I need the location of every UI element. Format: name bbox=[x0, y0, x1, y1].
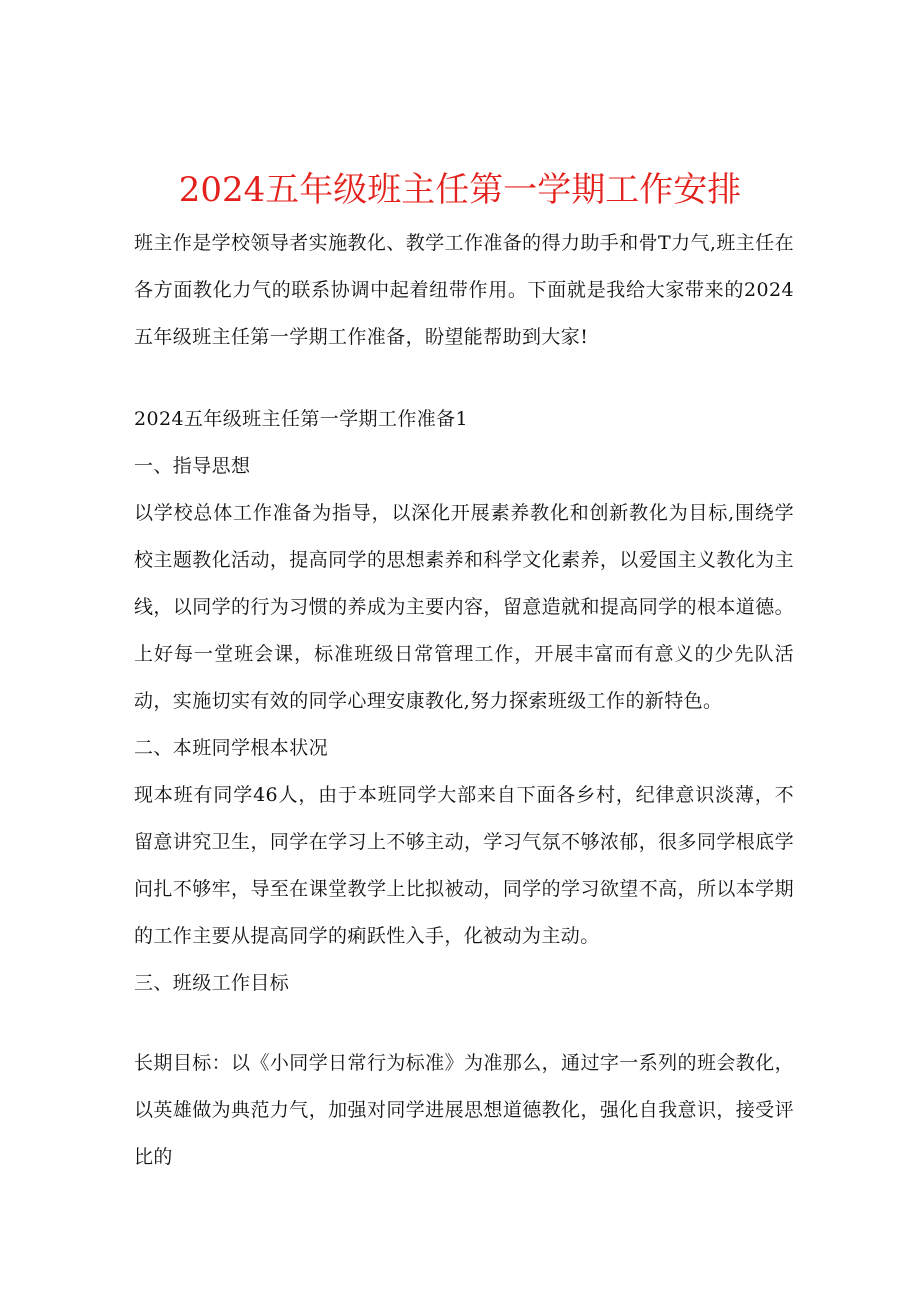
paragraph-gap bbox=[134, 1007, 794, 1040]
section-heading: 2024五年级班主任第一学期工作准备1 bbox=[134, 408, 469, 430]
paragraph-gap bbox=[134, 361, 794, 396]
part-heading-guiding-thought: 一、指导思想 bbox=[134, 455, 251, 477]
part-body-guiding-thought: 以学校总体工作准备为指导，以深化开展素养教化和创新教化为目标,围绕学校主题教化活动，提高同学的思想素养和科学文化素养，以爱国主义教化为主线，以同学的行为习惯的养成为主要内容，留意造就和提高同学的根本道德。上好每一堂班会课，标准班级日常管理工作，开展丰富而有意义的少先队活动，实施切实有效的同学心理安康教化,努力探索班级工作的新特色。 bbox=[134, 502, 794, 712]
part-heading-class-status: 二、本班同学根本状况 bbox=[134, 737, 329, 759]
intro-paragraph: 班主作是学校领导者实施教化、教学工作准备的得力助手和骨T力气,班主任在各方面教化力气的联系协调中起着纽带作用。下面就是我给大家带来的2024五年级班主任第一学期工作准备，盼望能帮助到大家! bbox=[134, 232, 794, 348]
part-body-class-goals: 长期目标：以《小同学日常行为标准》为准那么，通过字一系列的班会教化，以英雄做为典范力气，加强对同学进展思想道德教化，强化自我意识，接受评比的 bbox=[134, 1052, 794, 1168]
document-body bbox=[134, 220, 794, 1181]
part-body-class-status: 现本班有同学46人，由于本班同学大部来自下面各乡村，纪律意识淡薄，不留意讲究卫生，同学在学习上不够主动，学习气氛不够浓郁，很多同学根底学问扎不够牢，导至在课堂教学上比拟被动，同学的学习欲望不高，所以本学期的工作主要从提高同学的痢跃性入手，化被动为主动。 bbox=[134, 784, 794, 947]
document-title: 2024五年级班主任第一学期工作安排 bbox=[178, 169, 742, 210]
part-heading-class-goals: 三、班级工作目标 bbox=[134, 972, 290, 994]
